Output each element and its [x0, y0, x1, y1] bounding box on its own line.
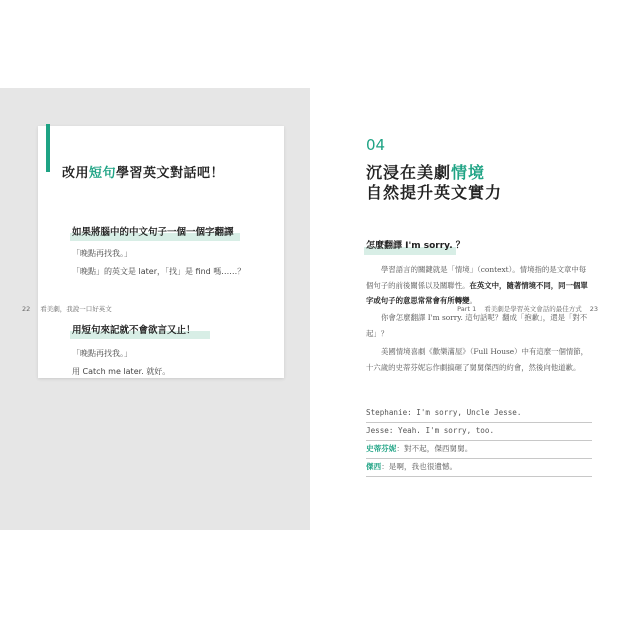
- right-folio: [449, 304, 598, 313]
- dialogue-line: 史蒂芬妮：對不起，傑西舅舅。: [366, 440, 592, 459]
- emphasis-text: 在英文中，隨著情境不同，同一個單字或句子的意思常常會有所轉變: [366, 280, 588, 305]
- paragraph-2: 你會怎麼翻譯 I'm sorry. 這句話呢？翻成「抱歉」，還是「對不起」？: [366, 313, 588, 338]
- right-page: [310, 88, 620, 530]
- running-title: 看美劇，我說一口好英文: [40, 305, 112, 313]
- subheading-1: 如果將腦中的中文句子一個一個字翻譯: [72, 227, 234, 238]
- heading-line-2: 自然提升英文實力: [366, 183, 503, 202]
- question-title: 怎麼翻譯 I'm sorry. ？: [366, 241, 465, 251]
- card-accent-bar: [46, 124, 50, 172]
- paragraph-1: 學習語言的關鍵就是「情境」（context）。情境指的是文章中每個句子的前後關係以及關聯性。在英文中，隨著情境不同，同一個單字或句子的意思常常會有所轉變。: [366, 265, 588, 305]
- part-label: Part 1: [457, 305, 477, 313]
- body-line: 「晚點」的英文是 later，「找」是 find 嗎……？: [72, 267, 246, 276]
- book-spread: [0, 88, 620, 530]
- paragraph-3: 美國情境喜劇《歡樂滿屋》（Full House）中有這麼一個情節，十六歲的史蒂芬妮忘作劇搞砸了舅舅傑西的約會，然後向他道歉。: [366, 347, 589, 372]
- body-line: 用 Catch me later. 就好。: [72, 367, 171, 376]
- card-title: 改用短句學習英文對話吧！: [62, 166, 225, 181]
- body-line: 「晚點再找我。」: [72, 349, 132, 358]
- left-folio: [22, 304, 122, 313]
- heading-line-1: 沉浸在美劇情境: [366, 163, 486, 182]
- dialogue-line: 傑西：是啊，我也很遺憾。: [366, 458, 592, 477]
- page-number: 22: [22, 305, 31, 313]
- body-line: 「晚點再找我。」: [72, 249, 132, 258]
- dialogue-line: Stephanie: I'm sorry, Uncle Jesse.: [366, 404, 592, 423]
- section-number: 04: [366, 136, 386, 154]
- card-title-highlight: 短句: [89, 166, 117, 181]
- subheading-2: 用短句來記就不會欲言又止！: [72, 325, 196, 336]
- dialogue-line: Jesse: Yeah. I'm sorry, too.: [366, 422, 592, 441]
- running-title: 看美劇是學習英文會話的最佳方式: [484, 305, 582, 313]
- left-page: [0, 88, 310, 530]
- page-number: 23: [589, 305, 598, 313]
- heading-highlight: 情境: [451, 163, 486, 182]
